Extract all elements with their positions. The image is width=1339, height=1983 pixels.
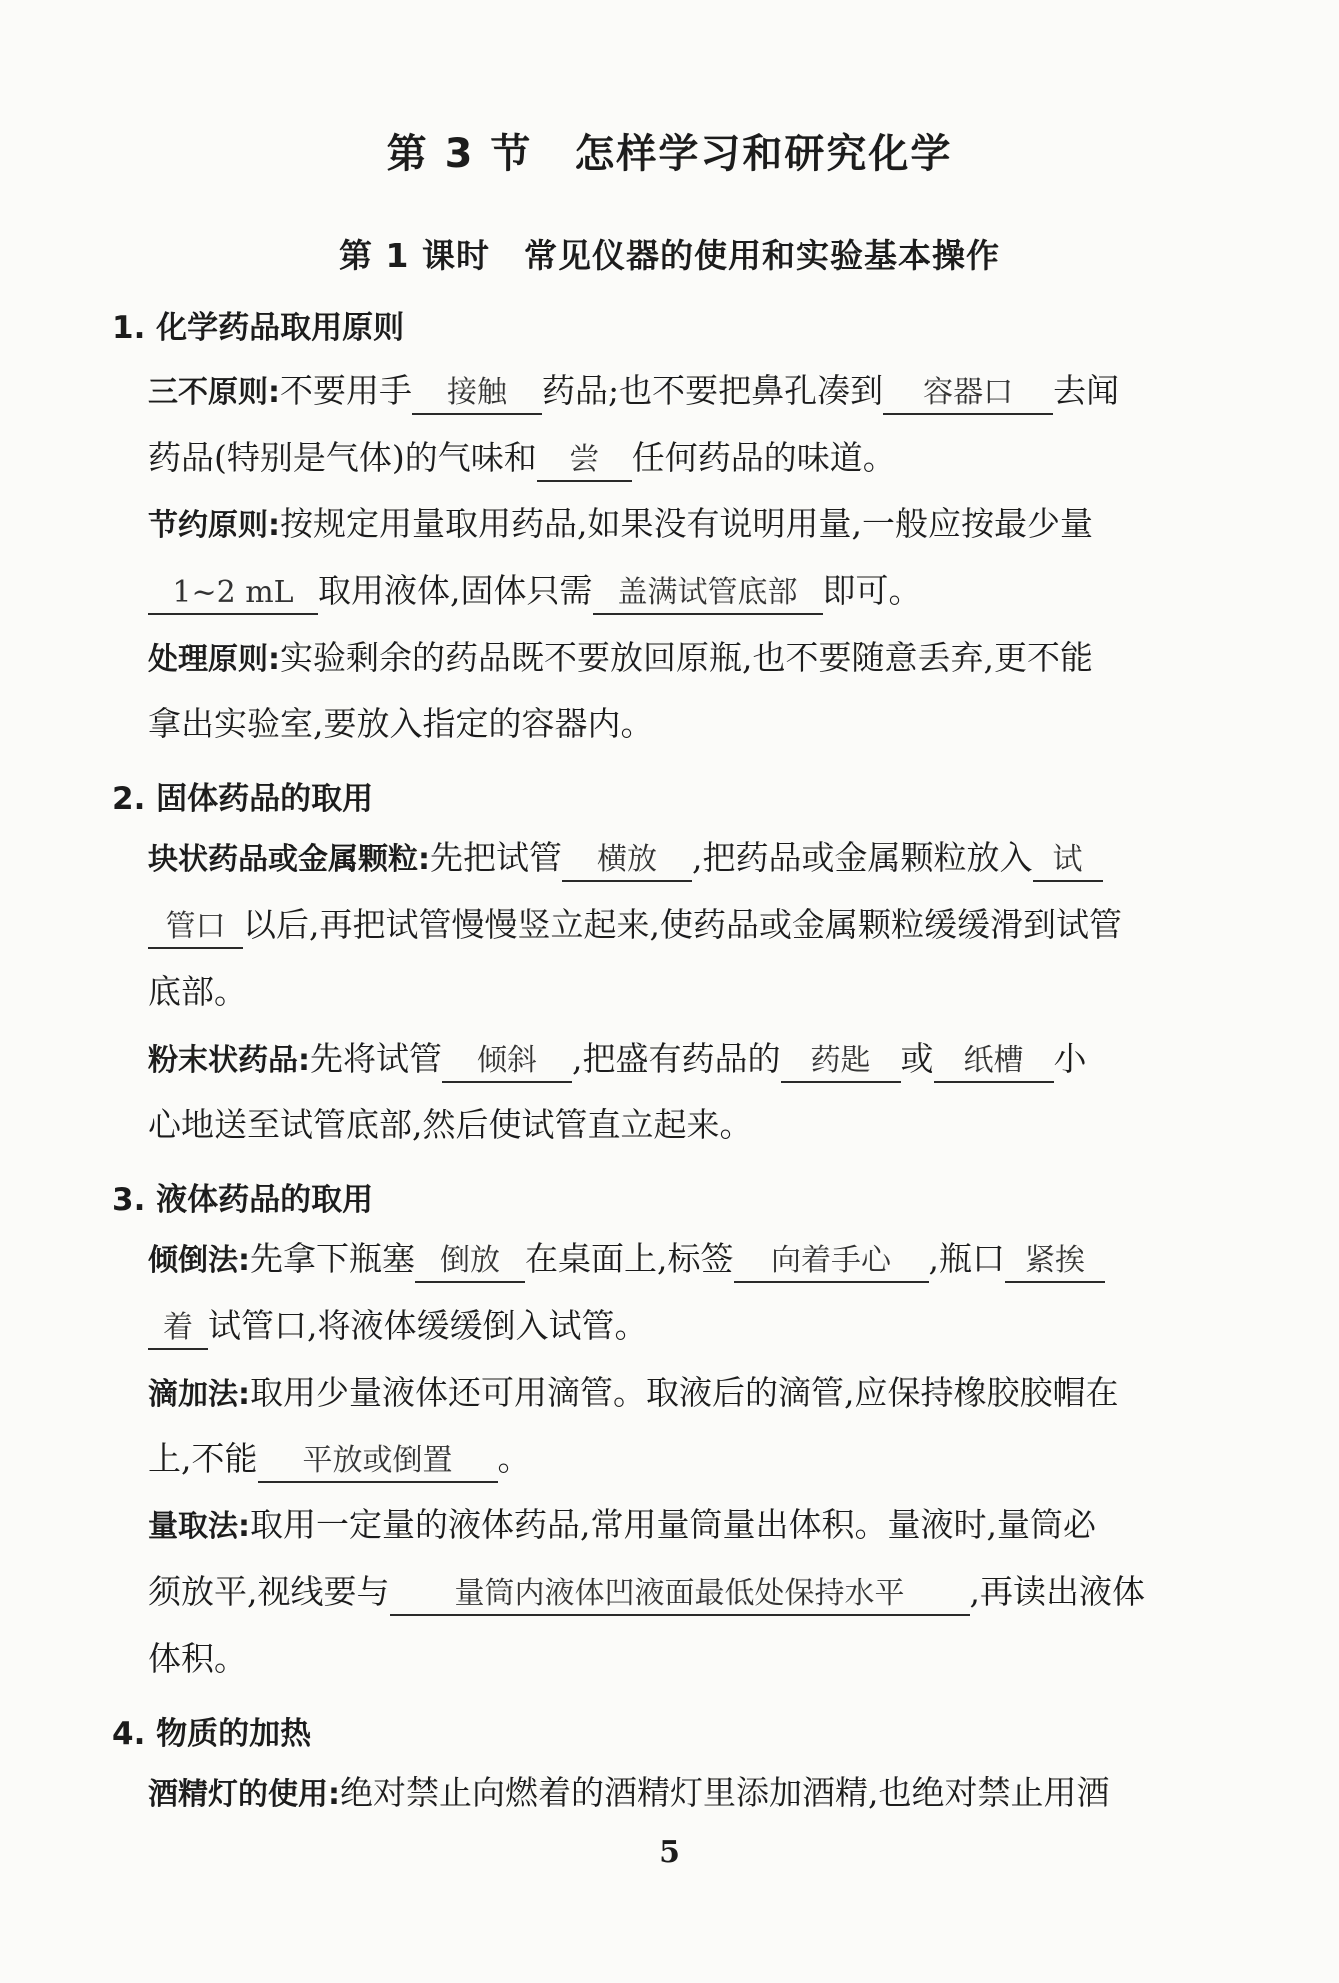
blank-answer: 横放 bbox=[562, 840, 692, 882]
text: 须放平,视线要与 bbox=[148, 1572, 390, 1611]
label: 滴加法: bbox=[148, 1377, 250, 1412]
blank-answer: 量筒内液体凹液面最低处保持水平 bbox=[390, 1574, 970, 1616]
text: ,把药品或金属颗粒放入 bbox=[692, 838, 1033, 877]
s1-line-3 bbox=[148, 499, 1208, 549]
text: 。 bbox=[497, 1439, 531, 1478]
blank-answer: 1~2 mL bbox=[148, 573, 318, 615]
label: 三不原则: bbox=[148, 375, 280, 410]
blank-answer: 倾斜 bbox=[442, 1041, 572, 1083]
heading-4: 4. 物质的加热 bbox=[112, 1716, 312, 1752]
text: 以后,再把试管慢慢竖立起来,使药品或金属颗粒缓缓滑到试管 bbox=[243, 905, 1122, 944]
s3-line-3 bbox=[148, 1368, 1208, 1418]
s3-line-1 bbox=[148, 1234, 1208, 1284]
label: 粉末状药品: bbox=[148, 1043, 310, 1078]
s1-line-2 bbox=[148, 433, 1208, 483]
heading-1: 1. 化学药品取用原则 bbox=[112, 310, 405, 346]
s2-line-4 bbox=[148, 1034, 1208, 1084]
s1-line-1 bbox=[148, 366, 1208, 416]
blank-answer: 着 bbox=[148, 1308, 208, 1350]
s4-line-1 bbox=[148, 1768, 1208, 1818]
text: 即可。 bbox=[822, 571, 922, 610]
text: 体积。 bbox=[148, 1639, 247, 1678]
text: 底部。 bbox=[148, 972, 247, 1011]
s2-line-1 bbox=[148, 833, 1208, 883]
text: 先把试管 bbox=[430, 838, 562, 877]
blank-answer: 尝 bbox=[537, 440, 632, 482]
s1-line-5 bbox=[148, 633, 1208, 683]
s2-line-5 bbox=[148, 1100, 1208, 1150]
blank-answer: 向着手心 bbox=[734, 1241, 929, 1283]
s3-line-6 bbox=[148, 1567, 1208, 1617]
lesson-subtitle: 第 1 课时 常见仪器的使用和实验基本操作 bbox=[339, 236, 1000, 275]
heading-3: 3. 液体药品的取用 bbox=[112, 1182, 374, 1218]
blank-answer: 容器口 bbox=[883, 373, 1053, 415]
text: 任何药品的味道。 bbox=[631, 438, 896, 477]
text: 取用一定量的液体药品,常用量筒量出体积。量液时,量筒必 bbox=[250, 1505, 1096, 1544]
section-title: 第 3 节 怎样学习和研究化学 bbox=[386, 131, 953, 177]
text: 小 bbox=[1053, 1039, 1087, 1078]
s2-line-2 bbox=[148, 900, 1208, 950]
blank-answer: 盖满试管底部 bbox=[593, 573, 823, 615]
s3-line-4 bbox=[148, 1434, 1208, 1484]
blank-answer: 倒放 bbox=[415, 1241, 525, 1283]
label: 倾倒法: bbox=[148, 1243, 250, 1278]
label: 处理原则: bbox=[148, 642, 280, 677]
text: 实验剩余的药品既不要放回原瓶,也不要随意丢弃,更不能 bbox=[280, 638, 1093, 677]
label: 块状药品或金属颗粒: bbox=[148, 842, 430, 877]
text: 拿出实验室,要放入指定的容器内。 bbox=[148, 704, 654, 743]
text: 取用少量液体还可用滴管。取液后的滴管,应保持橡胶胶帽在 bbox=[250, 1373, 1119, 1412]
label: 量取法: bbox=[148, 1509, 250, 1544]
blank-answer: 药匙 bbox=[781, 1041, 901, 1083]
text: 先将试管 bbox=[310, 1039, 442, 1078]
text: 或 bbox=[900, 1039, 934, 1078]
text: 药品(特别是气体)的气味和 bbox=[148, 438, 537, 477]
blank-answer: 平放或倒置 bbox=[258, 1441, 498, 1483]
text: 不要用手 bbox=[280, 371, 412, 410]
blank-answer: 接触 bbox=[412, 373, 542, 415]
text: 心地送至试管底部,然后使试管直立起来。 bbox=[148, 1105, 753, 1144]
s3-line-7 bbox=[148, 1634, 1208, 1684]
text: ,把盛有药品的 bbox=[572, 1039, 781, 1078]
s3-line-5 bbox=[148, 1500, 1208, 1550]
text: 上,不能 bbox=[148, 1439, 258, 1478]
text: ,再读出液体 bbox=[969, 1572, 1145, 1611]
s1-line-4 bbox=[148, 566, 1208, 616]
text: 在桌面上,标签 bbox=[525, 1239, 734, 1278]
label: 酒精灯的使用: bbox=[148, 1777, 340, 1812]
blank-answer: 管口 bbox=[148, 907, 243, 949]
blank-answer: 紧挨 bbox=[1005, 1241, 1105, 1283]
heading-2: 2. 固体药品的取用 bbox=[112, 781, 374, 817]
text: 去闻 bbox=[1053, 371, 1120, 410]
page-number: 5 bbox=[659, 1835, 680, 1870]
blank-answer: 纸槽 bbox=[934, 1041, 1054, 1083]
text: 按规定用量取用药品,如果没有说明用量,一般应按最少量 bbox=[280, 504, 1093, 543]
blank-answer: 试 bbox=[1033, 840, 1103, 882]
text: 先拿下瓶塞 bbox=[250, 1239, 415, 1278]
label: 节约原则: bbox=[148, 508, 280, 543]
s3-line-2 bbox=[148, 1301, 1208, 1351]
text: 绝对禁止向燃着的酒精灯里添加酒精,也绝对禁止用酒 bbox=[340, 1773, 1110, 1812]
s2-line-3 bbox=[148, 967, 1208, 1017]
text: ,瓶口 bbox=[928, 1239, 1005, 1278]
s1-line-6 bbox=[148, 699, 1208, 749]
text: 药品;也不要把鼻孔凑到 bbox=[542, 371, 884, 410]
text: 取用液体,固体只需 bbox=[318, 571, 593, 610]
text: 试管口,将液体缓缓倒入试管。 bbox=[208, 1306, 648, 1345]
